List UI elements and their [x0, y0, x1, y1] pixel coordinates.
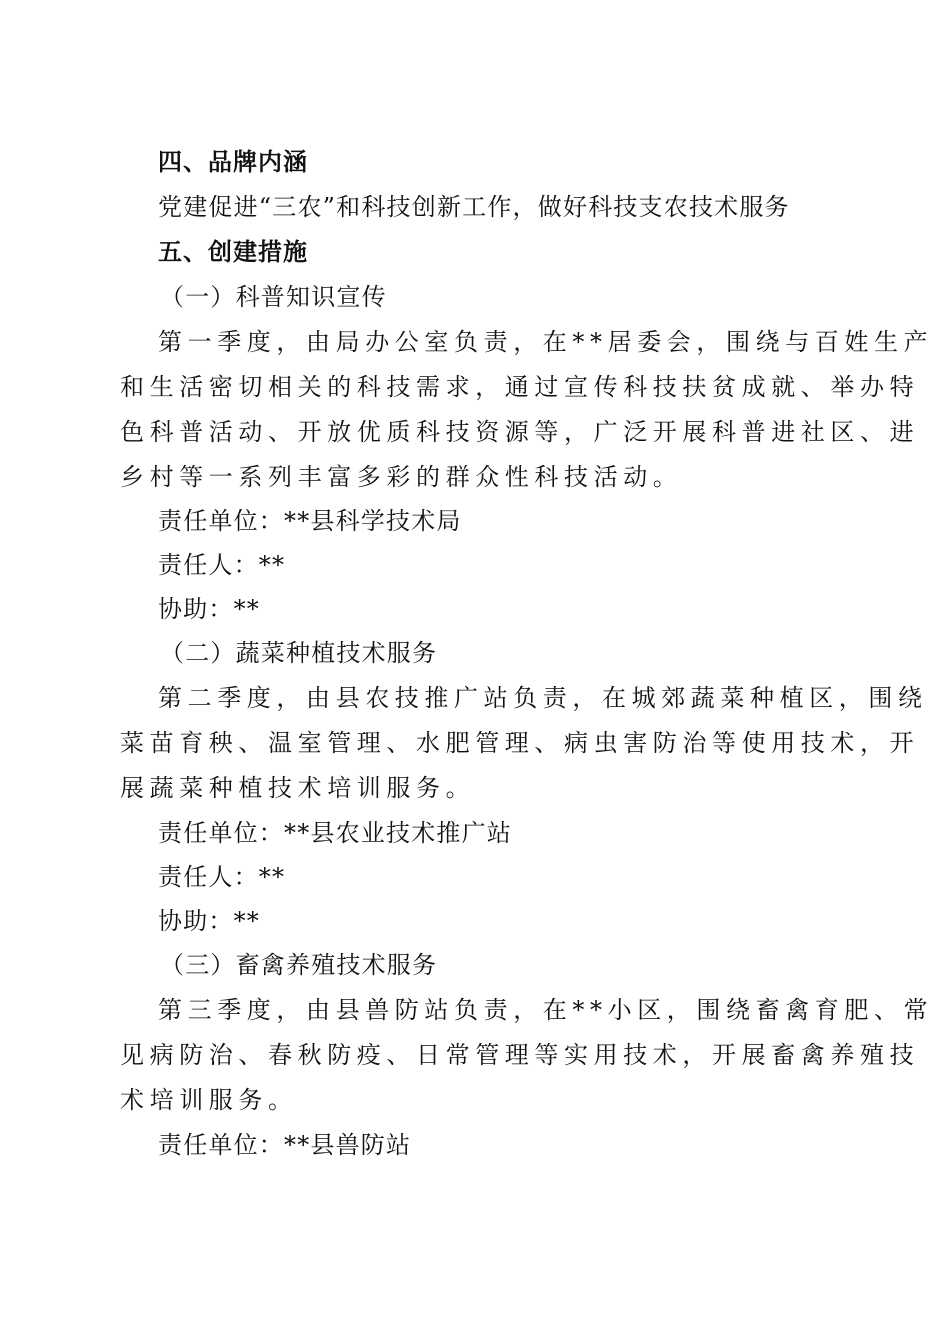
responsible-unit-2: 责任单位：**县农业技术推广站	[158, 819, 512, 847]
item-title-2: （二）蔬菜种植技术服务	[160, 639, 438, 667]
paragraph-1-line-1: 第一季度，由局办公室负责，在**居委会，围绕与百姓生产	[158, 328, 934, 356]
section-heading-brand: 四、品牌内涵	[158, 148, 308, 176]
assistant-1: 协助：**	[158, 595, 260, 623]
responsible-unit-1: 责任单位：**县科学技术局	[158, 507, 462, 535]
item-title-3: （三）畜禽养殖技术服务	[160, 951, 438, 979]
paragraph-3-line-2: 见病防治、春秋防疫、日常管理等实用技术，开展畜禽养殖技	[120, 1041, 920, 1069]
paragraph-1-line-3: 色科普活动、开放优质科技资源等，广泛开展科普进社区、进	[120, 418, 920, 446]
brand-description: 党建促进“三农”和科技创新工作，做好科技支农技术服务	[158, 193, 790, 221]
responsible-unit-3: 责任单位：**县兽防站	[158, 1131, 412, 1159]
paragraph-1-line-2: 和生活密切相关的科技需求，通过宣传科技扶贫成就、举办特	[120, 373, 920, 401]
paragraph-3-line-1: 第三季度，由县兽防站负责，在**小区，围绕畜禽育肥、常	[158, 996, 934, 1024]
responsible-person-1: 责任人：**	[158, 551, 286, 579]
paragraph-2-line-3: 展蔬菜种植技术培训服务。	[120, 774, 476, 802]
paragraph-2-line-1: 第二季度，由县农技推广站负责，在城郊蔬菜种植区，围绕	[158, 684, 928, 712]
item-title-1: （一）科普知识宣传	[160, 283, 387, 311]
paragraph-3-line-3: 术培训服务。	[120, 1086, 298, 1114]
paragraph-2-line-2: 菜苗育秧、温室管理、水肥管理、病虫害防治等使用技术，开	[120, 729, 920, 757]
assistant-2: 协助：**	[158, 907, 260, 935]
paragraph-1-line-4: 乡村等一系列丰富多彩的群众性科技活动。	[120, 463, 683, 491]
section-heading-measures: 五、创建措施	[158, 238, 308, 266]
responsible-person-2: 责任人：**	[158, 863, 286, 891]
